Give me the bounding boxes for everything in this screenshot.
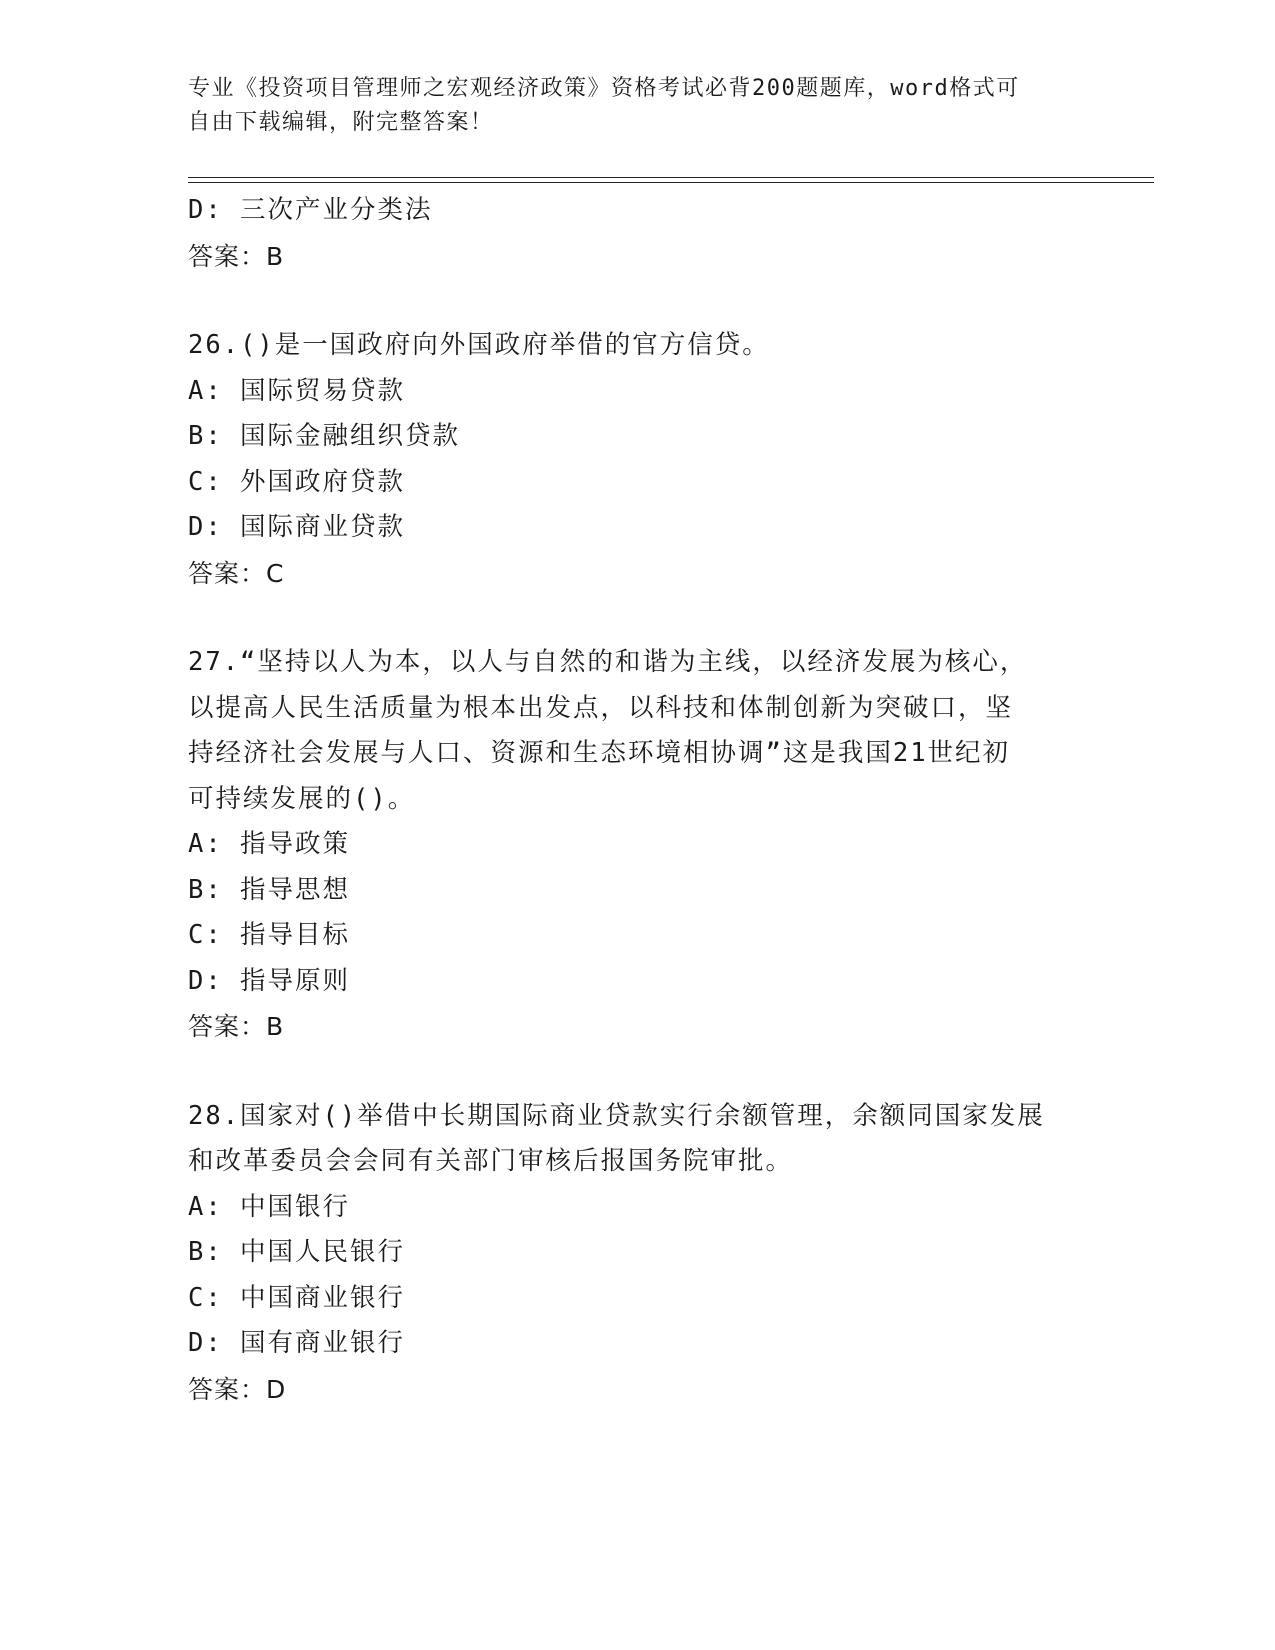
spacer: [188, 596, 1088, 640]
option-c: C: 外国政府贷款: [188, 466, 406, 497]
spacer: [188, 279, 1088, 323]
option-a: A: 国际贸易贷款: [188, 375, 406, 406]
spacer: [188, 1050, 1088, 1094]
option-a: A: 中国银行: [188, 1191, 351, 1222]
option-d: D: 国有商业银行: [188, 1328, 406, 1358]
document-body: [188, 188, 1088, 1412]
option-b: B: 指导思想: [188, 874, 351, 905]
answer-line: 答案：D: [188, 1374, 287, 1404]
answer-line: 答案：C: [188, 558, 285, 588]
question-stem-line-3: 持经济社会发展与人口、资源和生态环境相协调”这是我国21世纪初: [188, 738, 1011, 768]
question-27: [188, 640, 1088, 1050]
question-26: [188, 323, 1088, 596]
question-stem-line-1: 28.国家对()举借中长期国际商业贷款实行余额管理，余额同国家发展: [188, 1100, 1045, 1131]
header-title-line-1: 专业《投资项目管理师之宏观经济政策》资格考试必背200题题库，word格式可: [188, 76, 1020, 101]
option-c: C: 指导目标: [188, 920, 351, 950]
header-title-line-2: 自由下载编辑，附完整答案！: [188, 110, 494, 135]
option-a: A: 指导政策: [188, 829, 351, 859]
document-header: [188, 72, 1068, 140]
question-stem-line-1: 27.“坚持以人为本，以人与自然的和谐为主线，以经济发展为核心，: [188, 647, 1028, 677]
header-divider-bottom: [188, 182, 1154, 183]
option-c: C: 中国商业银行: [188, 1282, 406, 1313]
question-stem-line-2: 以提高人民生活质量为根本出发点，以科技和体制创新为突破口，坚: [188, 692, 1014, 723]
answer-line: 答案：B: [188, 1012, 285, 1041]
carryover-question: [188, 188, 1088, 279]
question-stem-line-4: 可持续发展的()。: [188, 783, 416, 814]
option-b: B: 中国人民银行: [188, 1237, 406, 1267]
answer-line: 答案：B: [188, 241, 285, 271]
question-stem-line-2: 和改革委员会会同有关部门审核后报国务院审批。: [188, 1146, 794, 1176]
question-stem: 26.()是一国政府向外国政府举借的官方信贷。: [188, 330, 770, 360]
option-d: D: 国际商业贷款: [188, 512, 406, 542]
header-divider-top: [188, 177, 1154, 178]
question-28: [188, 1094, 1088, 1413]
option-d: D: 指导原则: [188, 965, 351, 996]
option-d: D: 三次产业分类法: [188, 195, 433, 225]
option-b: B: 国际金融组织贷款: [188, 421, 461, 451]
